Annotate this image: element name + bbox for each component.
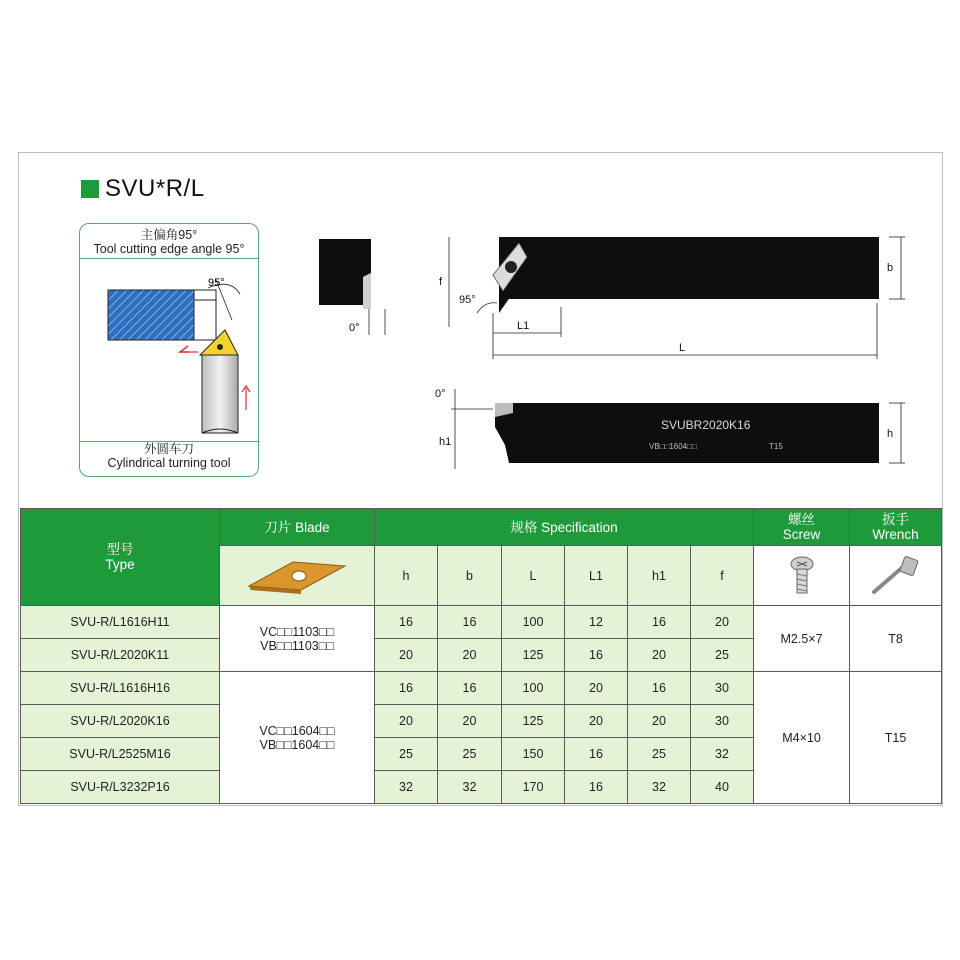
angle-0-top: 0° bbox=[349, 322, 360, 334]
bar-marking-small-1: VB□□1604□□ bbox=[649, 442, 697, 451]
value-cell: 20 bbox=[691, 606, 754, 639]
bar-top-view bbox=[499, 237, 879, 299]
angle-label: 95° bbox=[208, 277, 225, 289]
value-cell: 170 bbox=[502, 771, 565, 804]
cutting-angle-header bbox=[80, 228, 258, 256]
type-cell: SVU-R/L2020K16 bbox=[21, 705, 220, 738]
bar-marking-small-2: T15 bbox=[769, 442, 783, 451]
value-cell: 25 bbox=[628, 738, 691, 771]
value-cell: 150 bbox=[502, 738, 565, 771]
screw-icon bbox=[782, 554, 822, 598]
blade-code: VB□□1604□□ bbox=[259, 737, 335, 752]
angle-0-side: 0° bbox=[435, 388, 446, 400]
wrench-zh: 扳手 bbox=[882, 512, 910, 527]
value-cell: 25 bbox=[691, 639, 754, 672]
cutting-angle-footer bbox=[80, 442, 258, 470]
screw-header bbox=[754, 509, 850, 546]
value-cell: 20 bbox=[438, 705, 502, 738]
screw-cell: M4×10 bbox=[754, 672, 850, 804]
value-cell: 20 bbox=[565, 705, 628, 738]
col-h: h bbox=[375, 546, 438, 606]
wrench-image bbox=[850, 546, 942, 606]
tool-shank bbox=[202, 355, 238, 433]
value-cell: 16 bbox=[628, 672, 691, 705]
blade-header: 刀片 Blade bbox=[220, 509, 375, 546]
angle-95: 95° bbox=[459, 294, 476, 306]
cutting-angle-box bbox=[79, 223, 259, 477]
divider bbox=[80, 258, 258, 259]
title-marker bbox=[81, 180, 99, 198]
value-cell: 20 bbox=[565, 672, 628, 705]
type-cell: SVU-R/L1616H16 bbox=[21, 672, 220, 705]
blade-code: VC□□1604□□ bbox=[259, 723, 335, 738]
value-cell: 100 bbox=[502, 606, 565, 639]
screw-zh: 螺丝 bbox=[788, 512, 816, 527]
value-cell: 100 bbox=[502, 672, 565, 705]
col-f: f bbox=[691, 546, 754, 606]
blade-cell bbox=[220, 672, 375, 804]
value-cell: 25 bbox=[375, 738, 438, 771]
value-cell: 12 bbox=[565, 606, 628, 639]
value-cell: 16 bbox=[565, 639, 628, 672]
blade-cell bbox=[220, 606, 375, 672]
footer-zh: 外圆车刀 bbox=[143, 442, 194, 456]
spec-header: 规格 Specification bbox=[375, 509, 754, 546]
type-cell: SVU-R/L1616H11 bbox=[21, 606, 220, 639]
value-cell: 20 bbox=[628, 705, 691, 738]
turning-illustration bbox=[80, 260, 258, 440]
title-text: SVU*R/L bbox=[105, 175, 205, 202]
screw-image bbox=[754, 546, 850, 606]
type-cell: SVU-R/L2525M16 bbox=[21, 738, 220, 771]
footer-en: Cylindrical turning tool bbox=[107, 456, 231, 470]
spec-sheet bbox=[18, 152, 943, 806]
dim-h1: h1 bbox=[439, 436, 452, 448]
dim-b: b bbox=[887, 262, 894, 274]
value-cell: 16 bbox=[375, 606, 438, 639]
value-cell: 20 bbox=[628, 639, 691, 672]
wrench-en: Wrench bbox=[872, 527, 919, 542]
value-cell: 30 bbox=[691, 705, 754, 738]
dim-h: h bbox=[887, 428, 894, 440]
type-zh: 型号 bbox=[106, 542, 134, 557]
value-cell: 125 bbox=[502, 705, 565, 738]
blade-image bbox=[220, 546, 375, 606]
screw-cell: M2.5×7 bbox=[754, 606, 850, 672]
blade-code: VC□□1103□□ bbox=[259, 624, 335, 639]
dim-L1: L1 bbox=[517, 320, 530, 332]
insert-icon bbox=[245, 556, 349, 596]
type-header bbox=[21, 509, 220, 606]
col-L: L bbox=[502, 546, 565, 606]
value-cell: 25 bbox=[438, 738, 502, 771]
bar-side-view bbox=[495, 403, 879, 463]
value-cell: 32 bbox=[438, 771, 502, 804]
screw-en: Screw bbox=[782, 527, 821, 542]
tool-drawing bbox=[299, 213, 919, 483]
value-cell: 32 bbox=[375, 771, 438, 804]
value-cell: 30 bbox=[691, 672, 754, 705]
type-cell: SVU-R/L2020K11 bbox=[21, 639, 220, 672]
wrench-cell: T15 bbox=[850, 672, 942, 804]
value-cell: 16 bbox=[628, 606, 691, 639]
header-en: Tool cutting edge angle 95° bbox=[93, 242, 245, 256]
page-title bbox=[81, 175, 205, 203]
dim-L: L bbox=[679, 342, 686, 354]
bar-marking: SVUBR2020K16 bbox=[661, 418, 751, 432]
value-cell: 32 bbox=[691, 738, 754, 771]
value-cell: 32 bbox=[628, 771, 691, 804]
value-cell: 16 bbox=[565, 771, 628, 804]
workpiece bbox=[108, 290, 194, 340]
wrench-cell: T8 bbox=[850, 606, 942, 672]
dim-f: f bbox=[439, 276, 443, 288]
header-zh: 主偏角95° bbox=[140, 228, 198, 242]
col-h1: h1 bbox=[628, 546, 691, 606]
wrench-icon bbox=[866, 554, 926, 598]
value-cell: 16 bbox=[375, 672, 438, 705]
value-cell: 16 bbox=[438, 606, 502, 639]
value-cell: 40 bbox=[691, 771, 754, 804]
wrench-header bbox=[850, 509, 942, 546]
blade-code: VB□□1103□□ bbox=[260, 638, 334, 653]
type-cell: SVU-R/L3232P16 bbox=[21, 771, 220, 804]
value-cell: 20 bbox=[438, 639, 502, 672]
value-cell: 16 bbox=[438, 672, 502, 705]
value-cell: 20 bbox=[375, 639, 438, 672]
value-cell: 16 bbox=[565, 738, 628, 771]
value-cell: 125 bbox=[502, 639, 565, 672]
col-b: b bbox=[438, 546, 502, 606]
col-L1: L1 bbox=[565, 546, 628, 606]
value-cell: 20 bbox=[375, 705, 438, 738]
type-en: Type bbox=[105, 557, 135, 572]
spec-table bbox=[20, 508, 942, 804]
